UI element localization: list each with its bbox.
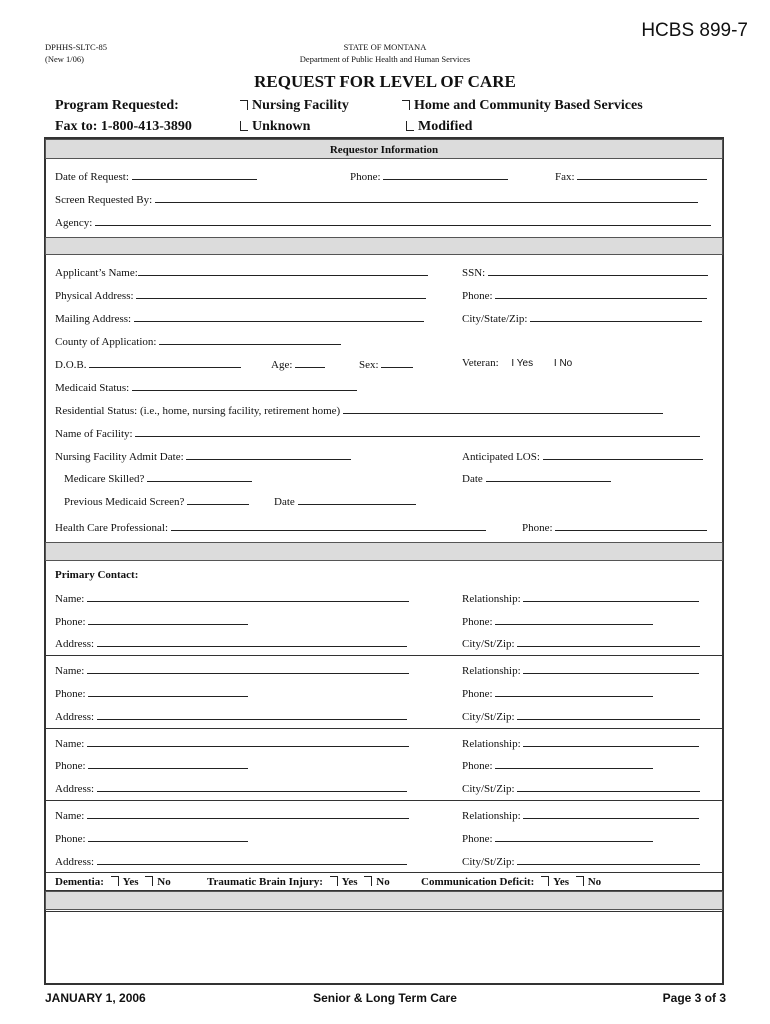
contact2-phone2-field[interactable]: Phone: [462,686,653,700]
checkbox-icon[interactable] [406,121,414,131]
contact4-phone-field[interactable]: Phone: [55,831,248,845]
option-hcbs[interactable]: Home and Community Based Services [402,98,643,114]
date-of-request-field[interactable]: Date of Request: [55,169,257,183]
checkbox-icon[interactable] [364,876,372,886]
form-title: REQUEST FOR LEVEL OF CARE [254,72,516,91]
veteran-field[interactable]: Veteran: I Yes I No [462,357,573,369]
applicant-phone-field[interactable]: Phone: [462,288,707,302]
contact2-name-field[interactable]: Name: [55,663,409,677]
footer-date: JANUARY 1, 2006 [45,991,146,1005]
program-label: Program Requested: [55,98,179,113]
divider [45,655,723,656]
checkbox-icon[interactable] [576,876,584,886]
age-field[interactable]: Age: [271,357,325,371]
tbi-no-option[interactable]: No [364,876,389,888]
divider [45,872,723,873]
contact3-address-field[interactable]: Address: [55,781,407,795]
section-divider [45,237,723,255]
contact1-phone-field[interactable]: Phone: [55,614,248,628]
department-name: Department of Public Health and Human Services [299,54,471,64]
dementia-no-option[interactable]: No [145,876,170,888]
dementia-yes-option[interactable]: Yes [111,876,139,888]
veteran-no-option[interactable]: I No [553,358,573,369]
requestor-fax-field[interactable]: Fax: [555,169,707,183]
footer-page: Page 3 of 3 [662,991,726,1005]
contact4-relationship-field[interactable]: Relationship: [462,808,699,822]
checkbox-icon[interactable] [240,121,248,131]
requestor-section-header: Requestor Information [45,139,723,159]
checkbox-icon[interactable] [541,876,549,886]
state-name: STATE OF MONTANA [343,42,427,52]
contact1-name-field[interactable]: Name: [55,591,409,605]
checkbox-icon[interactable] [145,876,153,886]
contact4-city-field[interactable]: City/St/Zip: [462,854,700,868]
contact2-phone-field[interactable]: Phone: [55,686,248,700]
contact1-city-field[interactable]: City/St/Zip: [462,636,700,650]
contact4-name-field[interactable]: Name: [55,808,409,822]
contact2-relationship-field[interactable]: Relationship: [462,663,699,677]
checkbox-icon[interactable] [111,876,119,886]
agency-field[interactable]: Agency: [55,215,711,229]
contact4-address-field[interactable]: Address: [55,854,407,868]
admit-date-field[interactable]: Nursing Facility Admit Date: [55,449,351,463]
mailing-address-field[interactable]: Mailing Address: [55,311,424,325]
option-modified[interactable]: Modified [406,119,472,135]
county-field[interactable]: County of Application: [55,334,341,348]
form-code: DPHHS-SLTC-85 [45,42,108,52]
contact3-city-field[interactable]: City/St/Zip: [462,781,700,795]
comm-no-option[interactable]: No [576,876,601,888]
residential-status-field[interactable]: Residential Status: (i.e., home, nursing facility, retirement home) [55,403,663,417]
anticipated-los-field[interactable]: Anticipated LOS: [462,449,703,463]
comm-yes-option[interactable]: Yes [541,876,569,888]
form-id: HCBS 899-7 [641,20,748,41]
facility-name-field[interactable]: Name of Facility: [55,426,700,440]
divider [45,911,723,912]
ssn-field[interactable]: SSN: [462,265,708,279]
contact1-phone2-field[interactable]: Phone: [462,614,653,628]
communication-field[interactable]: Communication Deficit: Yes No [421,876,602,888]
dob-field[interactable]: D.O.B. [55,357,241,371]
option-nursing-facility[interactable]: Nursing Facility [240,98,349,114]
checkbox-icon[interactable] [240,100,248,110]
checkbox-icon[interactable] [402,100,410,110]
primary-contact-heading: Primary Contact: [55,569,139,581]
divider [45,728,723,729]
contact3-phone-field[interactable]: Phone: [55,758,248,772]
form-version: (New 1/06) [45,54,84,64]
screen-requested-by-field[interactable]: Screen Requested By: [55,192,698,206]
section-divider [45,542,723,561]
medicare-date-field[interactable]: Date [462,471,611,485]
contact2-address-field[interactable]: Address: [55,709,407,723]
health-care-professional-field[interactable]: Health Care Professional: [55,520,486,534]
tbi-yes-option[interactable]: Yes [330,876,358,888]
section-divider [45,891,723,910]
hcp-phone-field[interactable]: Phone: [522,520,707,534]
checkbox-icon[interactable] [330,876,338,886]
contact4-phone2-field[interactable]: Phone: [462,831,653,845]
contact3-name-field[interactable]: Name: [55,736,409,750]
option-unknown[interactable]: Unknown [240,119,310,135]
contact3-phone2-field[interactable]: Phone: [462,758,653,772]
tbi-field[interactable]: Traumatic Brain Injury: Yes No [207,876,390,888]
contact1-relationship-field[interactable]: Relationship: [462,591,699,605]
contact1-address-field[interactable]: Address: [55,636,407,650]
contact3-relationship-field[interactable]: Relationship: [462,736,699,750]
applicant-name-field[interactable]: Applicant’s Name: [55,265,428,279]
contact2-city-field[interactable]: City/St/Zip: [462,709,700,723]
medicaid-status-field[interactable]: Medicaid Status: [55,380,357,394]
medicare-skilled-field[interactable]: Medicare Skilled? [64,471,252,485]
veteran-yes-option[interactable]: I Yes [511,358,534,369]
fax-number: Fax to: 1-800-413-3890 [55,119,192,134]
physical-address-field[interactable]: Physical Address: [55,288,426,302]
previous-screen-field[interactable]: Previous Medicaid Screen? [64,494,249,508]
sex-field[interactable]: Sex: [359,357,413,371]
divider [45,800,723,801]
dementia-field[interactable]: Dementia: Yes No [55,876,171,888]
city-state-zip-field[interactable]: City/State/Zip: [462,311,702,325]
footer-division: Senior & Long Term Care [313,991,457,1005]
requestor-phone-field[interactable]: Phone: [350,169,508,183]
previous-screen-date-field[interactable]: Date [274,494,416,508]
